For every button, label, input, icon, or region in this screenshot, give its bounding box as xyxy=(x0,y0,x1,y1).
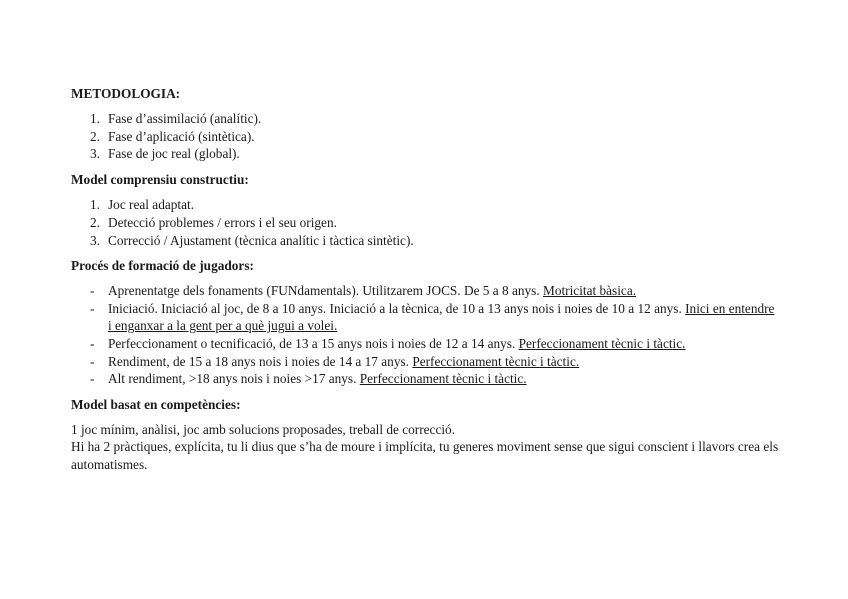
paragraph: 1 joc mínim, anàlisi, joc amb solucions proposades, treball de correcció. xyxy=(71,421,456,437)
paragraph: Hi ha 2 pràctiques, explícita, tu li dius que s’ha de moure i implícita, tu generes moviment sense que sigui conscient i llavors crea els automatismes. xyxy=(71,439,779,472)
list-item: 1. Joc real adaptat. xyxy=(90,197,195,213)
proces-formacio-list xyxy=(71,282,781,388)
section-heading-model-comprensiu: Model comprensiu constructiu: xyxy=(71,172,249,188)
underlined-text: Perfeccionament tècnic i tàctic. xyxy=(518,336,686,351)
underlined-text: Inici en entendre i enganxar a la gent per a què jugui a volei. xyxy=(108,300,775,334)
list-item: - Aprenentatge dels fonaments (FUNdamentals). Utilitzarem JOCS. De 5 a 8 anys. Motricitat bàsica. xyxy=(90,283,637,299)
underlined-text: Perfeccionament tècnic i tàctic. xyxy=(359,371,527,387)
list-item: 3. Correcció / Ajustament (tècnica analític i tàctica sintètic). xyxy=(90,232,414,248)
list-item: - Rendiment, de 15 a 18 anys nois i noies de 14 a 17 anys. Perfeccionament tècnic i tàctic. xyxy=(90,353,580,369)
list-item: - Perfeccionament o tecnificació, de 13 a 15 anys nois i noies de 12 a 14 anys. Perfeccionament tècnic i tàctic. xyxy=(90,336,686,351)
list-item: 1. Fase d’assimilació (analític). xyxy=(90,111,262,126)
list-item: 3. Fase de joc real (global). xyxy=(90,146,240,162)
underlined-text: Perfeccionament tècnic i tàctic. xyxy=(412,353,580,369)
document-page xyxy=(71,85,781,473)
list-item: 2. Detecció problemes / errors i el seu origen. xyxy=(90,214,337,230)
metodologia-list xyxy=(71,110,781,163)
list-item: - Iniciació. Iniciació al joc, de 8 a 10 anys. Iniciació a la tècnica, de 10 a 13 anys nois i noies de 10 a 12 anys. Inici en entendre i enganxar a la gent per a què jugui a volei. xyxy=(90,300,775,334)
section-heading-metodologia: METODOLOGIA: xyxy=(71,86,181,101)
section-heading-model-competencies: Model basat en competències: xyxy=(71,396,241,412)
list-item: - Alt rendiment, >18 anys nois i noies >17 anys. Perfeccionament tècnic i tàctic. xyxy=(90,371,527,387)
section-heading-proces-formacio: Procés de formació de jugadors: xyxy=(71,258,254,274)
model-comprensiu-list xyxy=(71,196,781,249)
list-item: 2. Fase d’aplicació (sintètica). xyxy=(90,128,255,144)
underlined-text: Motricitat bàsica. xyxy=(543,283,637,299)
